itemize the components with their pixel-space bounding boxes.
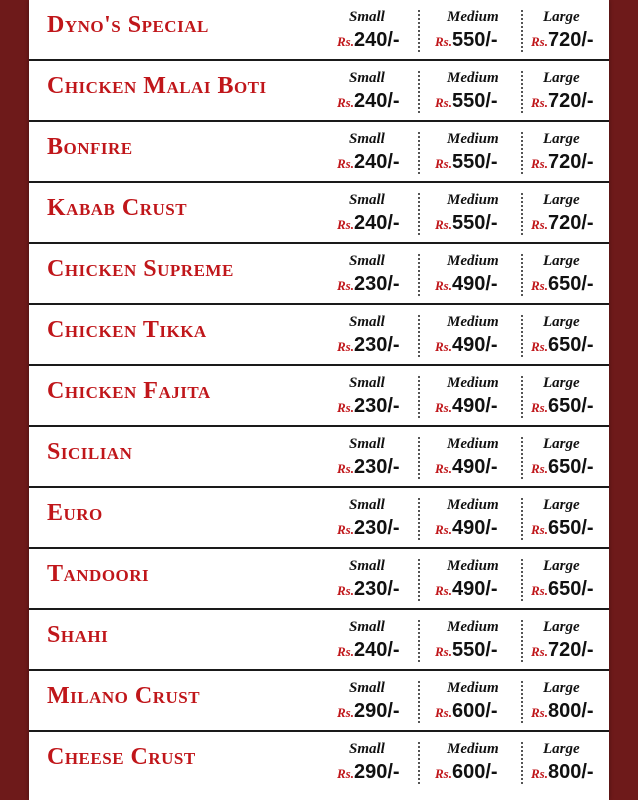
price-line (337, 576, 417, 602)
menu-item-row (29, 671, 609, 732)
price-amount: 240/- (353, 151, 400, 173)
menu-item-row (29, 305, 609, 366)
price-line (531, 759, 611, 785)
currency-label: Rs. (337, 34, 354, 49)
price-amount: 290/- (353, 700, 400, 722)
price-small (337, 374, 417, 419)
column-divider (521, 71, 523, 113)
price-amount: 490/- (451, 273, 498, 295)
size-label-large: Large (543, 741, 580, 757)
price-small (337, 496, 417, 541)
size-label-medium: Medium (447, 619, 499, 635)
price-amount: 550/- (451, 639, 498, 661)
price-medium (435, 435, 515, 480)
price-amount: 240/- (353, 212, 400, 234)
price-line (337, 149, 417, 175)
currency-label: Rs. (531, 583, 548, 598)
currency-label: Rs. (337, 217, 354, 232)
price-line (435, 27, 515, 53)
price-amount: 230/- (353, 456, 400, 478)
price-amount: 720/- (547, 212, 594, 234)
price-medium (435, 679, 515, 724)
size-label-medium: Medium (447, 375, 499, 391)
price-small (337, 8, 417, 53)
price-small (337, 252, 417, 297)
menu-list (29, 0, 609, 793)
price-small (337, 435, 417, 480)
price-medium (435, 618, 515, 663)
menu-item-name: Shahi (47, 622, 109, 648)
size-label-large: Large (543, 253, 580, 269)
currency-label: Rs. (531, 156, 548, 171)
size-label-medium: Medium (447, 314, 499, 330)
price-amount: 600/- (451, 700, 498, 722)
price-amount: 650/- (547, 395, 594, 417)
menu-item-row (29, 183, 609, 244)
price-small (337, 679, 417, 724)
column-divider (418, 132, 420, 174)
price-medium (435, 130, 515, 175)
menu-item-name: Chicken Supreme (47, 256, 234, 282)
column-divider (418, 681, 420, 723)
currency-label: Rs. (435, 583, 452, 598)
column-divider (418, 742, 420, 784)
menu-item-name: Cheese Crust (47, 744, 196, 770)
price-large (531, 740, 611, 785)
price-small (337, 557, 417, 602)
price-small (337, 313, 417, 358)
menu-item-name: Milano Crust (47, 683, 201, 709)
currency-label: Rs. (531, 278, 548, 293)
price-line (531, 271, 611, 297)
size-label-small: Small (349, 375, 385, 391)
column-divider (418, 193, 420, 235)
price-small (337, 191, 417, 236)
price-amount: 290/- (353, 761, 400, 783)
currency-label: Rs. (531, 400, 548, 415)
price-amount: 490/- (451, 395, 498, 417)
currency-label: Rs. (337, 339, 354, 354)
price-amount: 650/- (547, 334, 594, 356)
size-label-small: Small (349, 741, 385, 757)
size-label-large: Large (543, 436, 580, 452)
price-amount: 240/- (353, 90, 400, 112)
price-large (531, 435, 611, 480)
currency-label: Rs. (531, 339, 548, 354)
price-line (531, 515, 611, 541)
price-line (531, 454, 611, 480)
currency-label: Rs. (337, 644, 354, 659)
price-amount: 230/- (353, 578, 400, 600)
size-label-medium: Medium (447, 9, 499, 25)
menu-item-row (29, 122, 609, 183)
price-large (531, 496, 611, 541)
currency-label: Rs. (337, 156, 354, 171)
price-large (531, 252, 611, 297)
size-label-medium: Medium (447, 680, 499, 696)
price-amount: 230/- (353, 395, 400, 417)
column-divider (521, 10, 523, 52)
currency-label: Rs. (435, 766, 452, 781)
price-amount: 550/- (451, 90, 498, 112)
price-line (337, 332, 417, 358)
price-line (337, 210, 417, 236)
column-divider (521, 437, 523, 479)
currency-label: Rs. (531, 95, 548, 110)
menu-item-name: Tandoori (47, 561, 150, 587)
price-amount: 490/- (451, 578, 498, 600)
size-label-large: Large (543, 192, 580, 208)
column-divider (521, 193, 523, 235)
price-line (337, 271, 417, 297)
size-label-small: Small (349, 497, 385, 513)
price-amount: 490/- (451, 517, 498, 539)
currency-label: Rs. (435, 400, 452, 415)
column-divider (418, 498, 420, 540)
price-line (531, 210, 611, 236)
size-label-medium: Medium (447, 436, 499, 452)
price-line (435, 149, 515, 175)
menu-panel (29, 0, 609, 800)
currency-label: Rs. (435, 644, 452, 659)
currency-label: Rs. (337, 95, 354, 110)
price-line (337, 393, 417, 419)
price-line (435, 698, 515, 724)
price-amount: 650/- (547, 456, 594, 478)
price-amount: 550/- (451, 29, 498, 51)
price-line (337, 759, 417, 785)
price-large (531, 313, 611, 358)
price-line (531, 149, 611, 175)
price-line (435, 332, 515, 358)
size-label-small: Small (349, 680, 385, 696)
price-amount: 240/- (353, 639, 400, 661)
size-label-large: Large (543, 558, 580, 574)
price-large (531, 130, 611, 175)
price-line (531, 332, 611, 358)
currency-label: Rs. (337, 583, 354, 598)
price-line (531, 88, 611, 114)
size-label-medium: Medium (447, 741, 499, 757)
menu-item-name: Bonfire (47, 134, 133, 160)
price-line (531, 698, 611, 724)
price-amount: 650/- (547, 578, 594, 600)
price-amount: 490/- (451, 334, 498, 356)
price-line (435, 515, 515, 541)
column-divider (418, 71, 420, 113)
currency-label: Rs. (435, 34, 452, 49)
price-small (337, 130, 417, 175)
menu-item-name: Sicilian (47, 439, 133, 465)
price-line (337, 637, 417, 663)
price-line (531, 393, 611, 419)
price-small (337, 618, 417, 663)
menu-item-row (29, 0, 609, 61)
menu-item-row (29, 549, 609, 610)
size-label-medium: Medium (447, 253, 499, 269)
price-amount: 550/- (451, 212, 498, 234)
size-label-large: Large (543, 375, 580, 391)
price-amount: 800/- (547, 761, 594, 783)
price-amount: 240/- (353, 29, 400, 51)
size-label-small: Small (349, 131, 385, 147)
column-divider (418, 437, 420, 479)
size-label-small: Small (349, 9, 385, 25)
price-large (531, 374, 611, 419)
size-label-medium: Medium (447, 558, 499, 574)
price-amount: 230/- (353, 273, 400, 295)
menu-item-row (29, 488, 609, 549)
currency-label: Rs. (531, 522, 548, 537)
currency-label: Rs. (435, 278, 452, 293)
price-medium (435, 374, 515, 419)
price-line (337, 515, 417, 541)
size-label-small: Small (349, 619, 385, 635)
size-label-small: Small (349, 558, 385, 574)
currency-label: Rs. (337, 766, 354, 781)
price-medium (435, 740, 515, 785)
menu-item-row (29, 244, 609, 305)
size-label-small: Small (349, 436, 385, 452)
menu-item-name: Kabab Crust (47, 195, 188, 221)
price-amount: 800/- (547, 700, 594, 722)
price-medium (435, 496, 515, 541)
currency-label: Rs. (435, 339, 452, 354)
currency-label: Rs. (531, 217, 548, 232)
price-medium (435, 8, 515, 53)
column-divider (521, 254, 523, 296)
currency-label: Rs. (337, 522, 354, 537)
price-amount: 720/- (547, 639, 594, 661)
currency-label: Rs. (337, 705, 354, 720)
price-line (337, 698, 417, 724)
price-medium (435, 557, 515, 602)
column-divider (521, 132, 523, 174)
size-label-large: Large (543, 70, 580, 86)
price-line (435, 637, 515, 663)
size-label-medium: Medium (447, 497, 499, 513)
price-line (531, 576, 611, 602)
column-divider (521, 681, 523, 723)
currency-label: Rs. (435, 95, 452, 110)
size-label-small: Small (349, 253, 385, 269)
price-line (337, 454, 417, 480)
currency-label: Rs. (337, 400, 354, 415)
size-label-small: Small (349, 314, 385, 330)
currency-label: Rs. (531, 705, 548, 720)
price-amount: 650/- (547, 517, 594, 539)
price-line (435, 759, 515, 785)
column-divider (418, 620, 420, 662)
menu-item-row (29, 366, 609, 427)
price-line (337, 88, 417, 114)
menu-item-name: Chicken Fajita (47, 378, 211, 404)
menu-item-row (29, 61, 609, 122)
menu-item-name: Euro (47, 500, 103, 526)
price-small (337, 740, 417, 785)
price-amount: 720/- (547, 151, 594, 173)
menu-item-name: Chicken Malai Boti (47, 73, 267, 99)
price-large (531, 191, 611, 236)
column-divider (521, 620, 523, 662)
price-large (531, 679, 611, 724)
size-label-small: Small (349, 70, 385, 86)
column-divider (418, 315, 420, 357)
size-label-medium: Medium (447, 192, 499, 208)
column-divider (418, 559, 420, 601)
currency-label: Rs. (435, 156, 452, 171)
column-divider (521, 498, 523, 540)
size-label-large: Large (543, 314, 580, 330)
menu-item-row (29, 427, 609, 488)
price-amount: 230/- (353, 517, 400, 539)
price-large (531, 557, 611, 602)
price-amount: 720/- (547, 29, 594, 51)
price-medium (435, 313, 515, 358)
size-label-large: Large (543, 9, 580, 25)
price-large (531, 8, 611, 53)
price-line (435, 454, 515, 480)
size-label-medium: Medium (447, 70, 499, 86)
price-medium (435, 191, 515, 236)
currency-label: Rs. (531, 34, 548, 49)
price-line (435, 271, 515, 297)
column-divider (521, 315, 523, 357)
currency-label: Rs. (435, 522, 452, 537)
menu-item-name: Chicken Tikka (47, 317, 207, 343)
price-line (435, 88, 515, 114)
currency-label: Rs. (435, 217, 452, 232)
column-divider (418, 254, 420, 296)
currency-label: Rs. (337, 278, 354, 293)
column-divider (521, 376, 523, 418)
price-large (531, 69, 611, 114)
currency-label: Rs. (337, 461, 354, 476)
column-divider (521, 559, 523, 601)
price-line (531, 637, 611, 663)
price-amount: 490/- (451, 456, 498, 478)
price-line (337, 27, 417, 53)
currency-label: Rs. (531, 644, 548, 659)
menu-item-row (29, 610, 609, 671)
currency-label: Rs. (531, 461, 548, 476)
size-label-large: Large (543, 680, 580, 696)
price-large (531, 618, 611, 663)
price-amount: 650/- (547, 273, 594, 295)
column-divider (418, 376, 420, 418)
currency-label: Rs. (435, 461, 452, 476)
price-line (435, 210, 515, 236)
menu-item-row (29, 732, 609, 793)
size-label-small: Small (349, 192, 385, 208)
menu-item-name: Dyno's Special (47, 12, 209, 38)
price-amount: 720/- (547, 90, 594, 112)
currency-label: Rs. (435, 705, 452, 720)
column-divider (418, 10, 420, 52)
size-label-medium: Medium (447, 131, 499, 147)
price-amount: 550/- (451, 151, 498, 173)
price-line (435, 576, 515, 602)
size-label-large: Large (543, 497, 580, 513)
price-small (337, 69, 417, 114)
price-medium (435, 252, 515, 297)
price-line (435, 393, 515, 419)
price-medium (435, 69, 515, 114)
column-divider (521, 742, 523, 784)
size-label-large: Large (543, 619, 580, 635)
price-amount: 230/- (353, 334, 400, 356)
price-line (531, 27, 611, 53)
price-amount: 600/- (451, 761, 498, 783)
currency-label: Rs. (531, 766, 548, 781)
size-label-large: Large (543, 131, 580, 147)
